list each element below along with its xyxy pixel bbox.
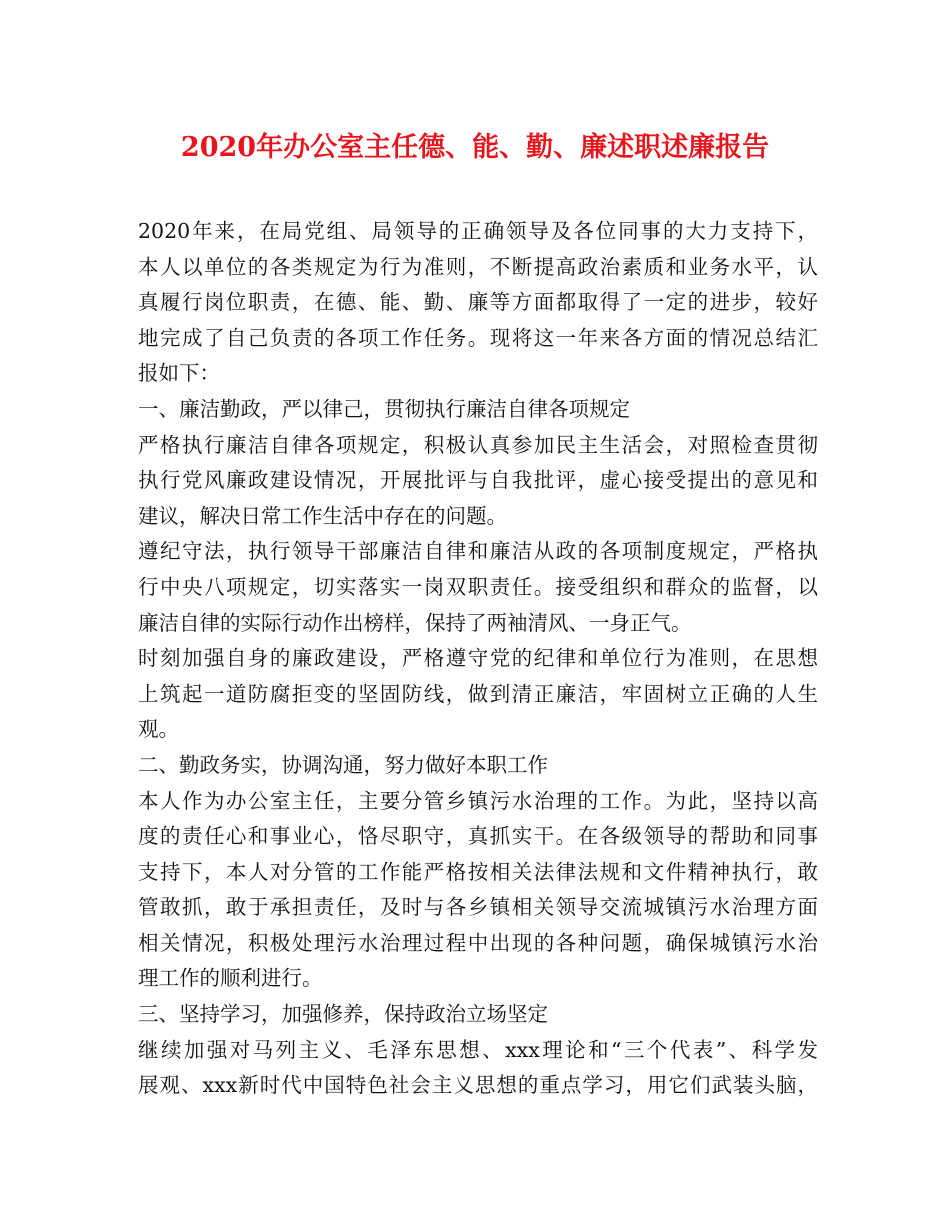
body-line: 本人以单位的各类规定为行为准则，不断提高政治素质和业务水平，认 <box>138 254 818 279</box>
body-line: 地完成了自己负责的各项工作任务。现将这一年来各方面的情况总结汇 <box>138 325 818 350</box>
document-title: 2020年办公室主任德、能、勤、廉述职述廉报告 <box>180 132 770 163</box>
body-line: 执行党风廉政建设情况，开展批评与自我批评，虚心接受提出的意见和 <box>138 468 818 493</box>
body-line: 上筑起一道防腐拒变的坚固防线，做到清正廉洁，牢固树立正确的人生 <box>138 681 818 706</box>
section-heading: 三、坚持学习，加强修养，保持政治立场坚定 <box>138 1002 548 1027</box>
body-line: 严格执行廉洁自律各项规定，积极认真参加民主生活会，对照检查贯彻 <box>138 432 818 457</box>
body-line: 廉洁自律的实际行动作出榜样，保持了两袖清风、一身正气。 <box>138 610 692 635</box>
body-line: 时刻加强自身的廉政建设，严格遵守党的纪律和单位行为准则，在思想 <box>138 646 818 671</box>
body-line: 真履行岗位职责，在德、能、勤、廉等方面都取得了一定的进步，较好 <box>138 290 818 315</box>
body-line: 本人作为办公室主任，主要分管乡镇污水治理的工作。为此，坚持以高 <box>138 788 818 813</box>
body-line: 2020年来，在局党组、局领导的正确领导及各位同事的大力支持下， <box>138 219 818 243</box>
body-line: 展观、xxx新时代中国特色社会主义思想的重点学习，用它们武装头脑， <box>138 1073 818 1098</box>
body-line: 度的责任心和事业心，恪尽职守，真抓实干。在各级领导的帮助和同事 <box>138 824 818 849</box>
body-line: 报如下： <box>138 361 220 386</box>
section-heading: 二、勤政务实，协调沟通，努力做好本职工作 <box>138 752 548 777</box>
body-line: 建议，解决日常工作生活中存在的问题。 <box>138 503 507 528</box>
body-line: 行中央八项规定，切实落实一岗双职责任。接受组织和群众的监督，以 <box>138 574 818 599</box>
body-line: 继续加强对马列主义、毛泽东思想、xxx理论和“三个代表”、科学发 <box>138 1037 818 1062</box>
body-line: 支持下，本人对分管的工作能严格按相关法律法规和文件精神执行，敢 <box>138 859 818 884</box>
document-body <box>138 214 818 1104</box>
body-line: 管敢抓，敢于承担责任，及时与各乡镇相关领导交流城镇污水治理方面 <box>138 895 818 920</box>
section-heading: 一、廉洁勤政，严以律己，贯彻执行廉洁自律各项规定 <box>138 396 630 421</box>
body-line: 遵纪守法，执行领导干部廉洁自律和廉洁从政的各项制度规定，严格执 <box>138 539 818 564</box>
body-line: 相关情况，积极处理污水治理过程中出现的各种问题，确保城镇污水治 <box>138 930 818 955</box>
body-line: 观。 <box>138 717 179 742</box>
body-line: 理工作的顺利进行。 <box>138 966 323 991</box>
